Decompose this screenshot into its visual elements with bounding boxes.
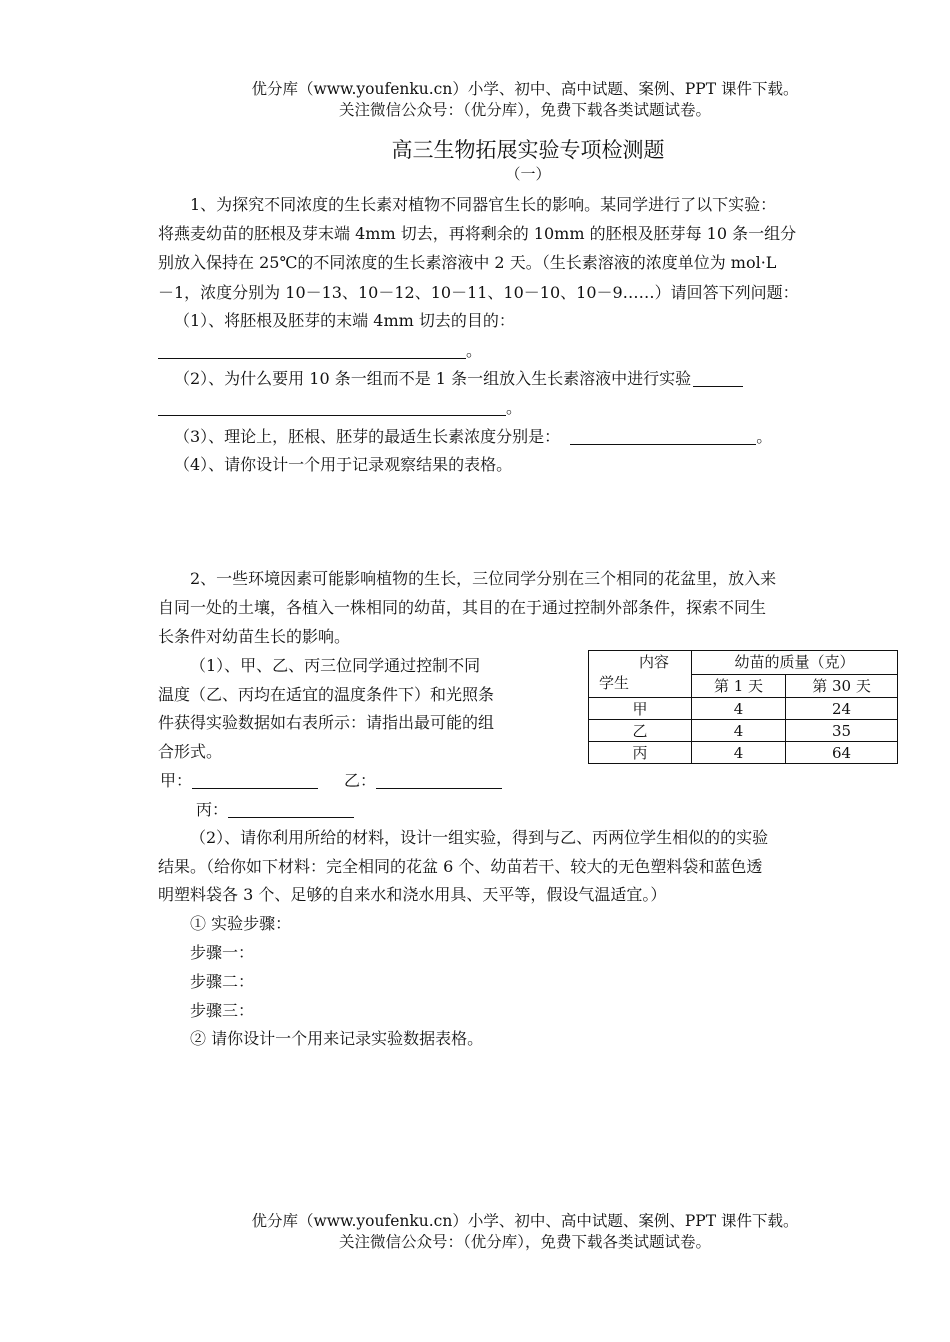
step-3: 步骤三： xyxy=(190,1001,255,1020)
q2-line-3: 长条件对幼苗生长的影响。 xyxy=(158,627,351,646)
page-title: 高三生物拓展实验专项检测题 xyxy=(391,138,665,162)
footer-line-1: 优分库（www.youfenku.cn）小学、初中、高中试题、案例、PPT 课件下载。 xyxy=(251,1212,799,1230)
day30-cell: 64 xyxy=(786,742,898,764)
q1-part-2-answer: 。 xyxy=(158,398,522,418)
page-subtitle: （一） xyxy=(505,165,551,183)
q1-part-1: （1）、将胚根及胚芽的末端 4mm 切去的目的： xyxy=(174,311,515,330)
table-row xyxy=(589,720,898,742)
day1-cell: 4 xyxy=(692,698,786,720)
q1-line-3: 别放入保持在 25℃的不同浓度的生长素溶液中 2 天。（生长素溶液的浓度单位为 mol·L xyxy=(158,253,777,272)
step-2: 步骤二： xyxy=(190,972,255,991)
day30-cell: 24 xyxy=(786,698,898,720)
table-row xyxy=(589,742,898,764)
answer-blank[interactable] xyxy=(192,772,318,789)
student-cell: 丙 xyxy=(589,742,692,764)
q1-line-2: 将燕麦幼苗的胚根及芽末端 4mm 切去，再将剩余的 10mm 的胚根及胚芽每 10 条一组分 xyxy=(158,224,797,243)
q2-part-2-line-2: 结果。（给你如下材料：完全相同的花盆 6 个、幼苗若干、较大的无色塑料袋和蓝色透 xyxy=(158,857,763,876)
q2-part-2-line-1: （2）、请你利用所给的材料，设计一组实验，得到与乙、丙两位学生相似的的实验 xyxy=(190,828,769,847)
q2-line-1: 2、一些环境因素可能影响植物的生长，三位同学分别在三个相同的花盆里，放入来 xyxy=(190,569,777,588)
q1-part-1-answer: 。 xyxy=(158,341,482,361)
header-line-1: 优分库（www.youfenku.cn）小学、初中、高中试题、案例、PPT 课件下载。 xyxy=(251,80,799,98)
q2-part-1-line-1: （1）、甲、乙、丙三位同学通过控制不同 xyxy=(190,656,481,675)
table-corner-cell xyxy=(589,651,692,698)
table-design-prompt: ② 请你设计一个用来记录实验数据表格。 xyxy=(190,1029,484,1048)
student-cell: 乙 xyxy=(589,720,692,742)
q1-part-3: （3）、理论上，胚根、胚芽的最适生长素浓度分别是： 。 xyxy=(174,427,773,446)
col-header-day30: 第 30 天 xyxy=(786,674,898,698)
day1-cell: 4 xyxy=(692,720,786,742)
corner-bottom-label: 学生 xyxy=(599,674,630,692)
q2-part-1-line-2: 温度（乙、丙均在适宜的温度条件下）和光照条 xyxy=(158,685,495,704)
q2-line-2: 自同一处的土壤，各植入一株相同的幼苗，其目的在于通过控制外部条件，探索不同生 xyxy=(158,598,767,617)
step-1: 步骤一： xyxy=(190,943,255,962)
q2-part-2-line-3: 明塑料袋各 3 个、足够的自来水和浇水用具、天平等，假设气温适宜。） xyxy=(158,885,667,904)
col-header-day1: 第 1 天 xyxy=(692,674,786,698)
corner-top-label: 内容 xyxy=(638,653,669,671)
day1-cell: 4 xyxy=(692,742,786,764)
answer-blank[interactable] xyxy=(158,342,466,359)
q2-part-1-line-4: 合形式。 xyxy=(158,742,223,761)
seedling-mass-table xyxy=(588,650,898,764)
answer-yi: 乙： xyxy=(344,771,502,791)
answer-bing: 丙： xyxy=(196,800,354,820)
table-row xyxy=(589,698,898,720)
answer-blank[interactable] xyxy=(376,772,502,789)
answer-blank[interactable] xyxy=(570,428,756,445)
header-line-2: 关注微信公众号：（优分库），免费下载各类试题试卷。 xyxy=(338,101,711,119)
q2-part-1-line-3: 件获得实验数据如右表所示：请指出最可能的组 xyxy=(158,713,495,732)
answer-blank[interactable] xyxy=(158,399,506,416)
day30-cell: 35 xyxy=(786,720,898,742)
steps-title: ① 实验步骤： xyxy=(190,914,292,933)
q1-line-1: 1、为探究不同浓度的生长素对植物不同器官生长的影响。某同学进行了以下实验： xyxy=(190,195,777,214)
student-cell: 甲 xyxy=(589,698,692,720)
q1-line-4: －1，浓度分别为 10－13、10－12、10－11、10－10、10－9……）请回答下列问题： xyxy=(158,283,799,302)
answer-blank[interactable] xyxy=(693,370,743,387)
answer-jia: 甲： xyxy=(160,771,318,791)
answer-blank[interactable] xyxy=(228,801,354,818)
group-header: 幼苗的质量（克） xyxy=(692,651,898,675)
footer-line-2: 关注微信公众号：（优分库），免费下载各类试题试卷。 xyxy=(338,1233,711,1251)
q1-part-4: （4）、请你设计一个用于记录观察结果的表格。 xyxy=(174,455,513,474)
q1-part-2: （2）、为什么要用 10 条一组而不是 1 条一组放入生长素溶液中进行实验 xyxy=(174,369,743,389)
